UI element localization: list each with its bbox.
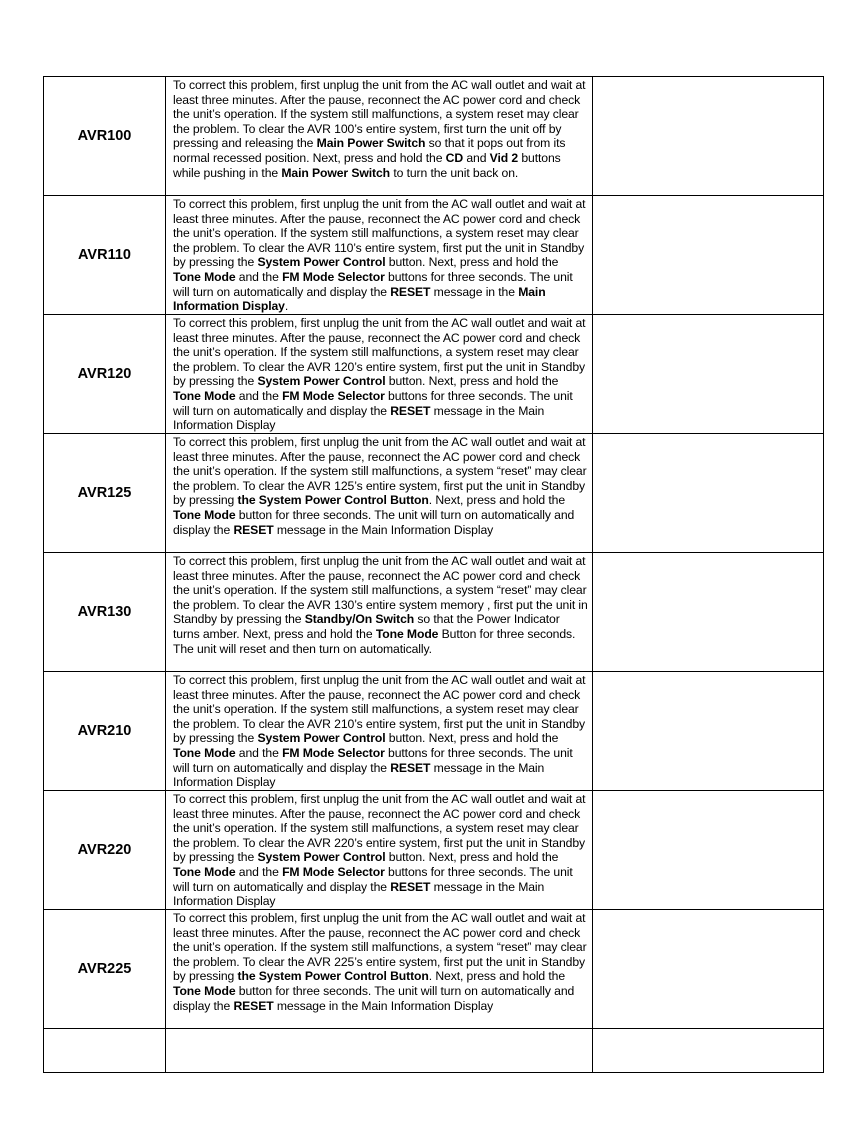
reset-instructions [166,196,593,315]
emphasized-text: CD [445,150,464,165]
text-run: buttons while pushing in the [173,150,561,180]
notes-cell [593,553,824,672]
text-run: button for three seconds. The unit will turn on automatically and display the [173,507,575,537]
emphasized-text: FM Mode Selector [282,745,385,760]
emphasized-text: RESET [390,879,431,894]
notes-cell [593,910,824,1029]
text-run: buttons for three seconds. The unit will turn on automatically and display the [173,745,573,775]
model-name: AVR225 [44,910,166,1029]
emphasized-text: Standby/On Switch [304,612,415,627]
table-body [44,77,824,1073]
notes-cell [593,672,824,791]
text-run: to turn the unit back on. [390,165,519,180]
emphasized-text: Tone Mode [173,864,236,879]
emphasized-text: Tone Mode [173,745,236,760]
model-name: AVR120 [44,315,166,434]
emphasized-text: Main Information Display [173,284,546,314]
table-row [44,434,824,553]
empty-table-row [44,1029,824,1073]
text-run: button. Next, press and hold the [385,731,559,746]
text-run: button. Next, press and hold the [385,374,559,389]
text-run: . Next, press and hold the [428,493,566,508]
notes-cell [593,77,824,196]
text-run: so that the Power Indicator turns amber. Next, press and hold the [173,612,560,641]
emphasized-text: the System Power Control Button [237,493,429,508]
reset-instructions [166,77,593,196]
emphasized-text: Main Power Switch [316,136,426,151]
text-run: To correct this problem, first unplug the unit from the AC wall outlet and wait at least three minutes. After the pause, reconnect the AC power cord and check the unit’s operation. If the system still malfunctions, a system “reset” may clear the problem. To clear the AVR 125’s entire system, first put the unit in Standby by pressing [173,435,587,508]
text-run: message in the Main Information Display [173,879,545,909]
table-row [44,791,824,910]
reset-instructions [166,910,593,1029]
notes-cell [593,791,824,910]
text-run: . [284,299,289,314]
emphasized-text: RESET [233,522,274,537]
table-row [44,77,824,196]
text-run: message in the Main Information Display [273,522,494,537]
emphasized-text: System Power Control [257,850,386,865]
emphasized-text: the System Power Control Button [237,969,429,984]
text-run: To correct this problem, first unplug the unit from the AC wall outlet and wait at least three minutes. After the pause, reconnect the AC power cord and check the unit’s operation. If the system still malfunctions, a system reset may clear the problem. To clear the AVR 210’s entire system, first put the unit in Standby by pressing the [173,673,586,746]
text-run: and [463,150,490,165]
text-run: button. Next, press and hold the [385,850,559,865]
text-run: To correct this problem, first unplug the unit from the AC wall outlet and wait at least three minutes. After the pause, reconnect the AC power cord and check the unit’s operation. If the system still malfunctions, a system “reset” may clear the problem. To clear the AVR 130’s entire system memory , first put the unit in Standby by pressing the [173,554,588,627]
model-name: AVR125 [44,434,166,553]
text-run: To correct this problem, first unplug the unit from the AC wall outlet and wait at least three minutes. After the pause, reconnect the AC power cord and check the unit’s operation. If the system still malfunctions, a system reset may clear the problem. To clear the AVR 220’s entire system, first put the unit in Standby by pressing the [173,792,586,865]
text-run: message in the [430,284,519,299]
emphasized-text: Main Power Switch [281,165,391,180]
reset-instructions [166,791,593,910]
emphasized-text: System Power Control [257,374,386,389]
notes-cell [593,196,824,315]
emphasized-text: RESET [390,284,431,299]
reset-instructions [166,553,593,672]
empty-cell [593,1029,824,1073]
text-run: Button for three seconds. The unit will reset and then turn on automatically. [173,626,576,656]
emphasized-text: Tone Mode [173,983,236,998]
model-name: AVR210 [44,672,166,791]
text-run: message in the Main Information Display [173,760,545,790]
table-row [44,672,824,791]
reset-procedure-table [43,76,824,1073]
table-row [44,553,824,672]
reset-instructions [166,315,593,434]
emphasized-text: RESET [390,760,431,775]
table-row [44,910,824,1029]
text-run: and the [235,745,283,760]
emphasized-text: FM Mode Selector [282,864,385,879]
text-run: buttons for three seconds. The unit will turn on automatically and display the [173,864,573,894]
text-run: buttons for three seconds. The unit will turn on automatically and display the [173,269,573,299]
empty-cell [166,1029,593,1073]
reset-instructions [166,434,593,553]
model-name: AVR100 [44,77,166,196]
text-run: and the [235,269,283,284]
emphasized-text: Tone Mode [173,388,236,403]
model-name: AVR130 [44,553,166,672]
reset-instructions [166,672,593,791]
text-run: button for three seconds. The unit will turn on automatically and display the [173,983,575,1013]
emphasized-text: Vid 2 [489,150,519,165]
emphasized-text: Tone Mode [173,269,236,284]
text-run: so that it pops out from its normal recessed position. Next, press and hold the [173,136,566,165]
text-run: message in the Main Information Display [173,403,545,433]
emphasized-text: FM Mode Selector [282,269,385,284]
empty-cell [44,1029,166,1073]
text-run: button. Next, press and hold the [385,255,559,270]
text-run: . Next, press and hold the [428,969,566,984]
table-row [44,196,824,315]
notes-cell [593,434,824,553]
text-run: To correct this problem, first unplug the unit from the AC wall outlet and wait at least three minutes. After the pause, reconnect the AC power cord and check the unit’s operation. If the system still malfunctions, a system reset may clear the problem. To clear the AVR 100’s entire system, first turn the unit off by pressing and releasing the [173,78,586,151]
emphasized-text: System Power Control [257,255,386,270]
emphasized-text: Tone Mode [375,626,439,641]
emphasized-text: Tone Mode [173,507,236,522]
model-name: AVR110 [44,196,166,315]
text-run: and the [235,388,283,403]
text-run: To correct this problem, first unplug the unit from the AC wall outlet and wait at least three minutes. After the pause, reconnect the AC power cord and check the unit’s operation. If the system still malfunctions, a system “reset” may clear the problem. To clear the AVR 225’s entire system, first put the unit in Standby by pressing [173,911,587,984]
notes-cell [593,315,824,434]
table-row [44,315,824,434]
text-run: To correct this problem, first unplug the unit from the AC wall outlet and wait at least three minutes. After the pause, reconnect the AC power cord and check the unit’s operation. If the system still malfunctions, a system reset may clear the problem. To clear the AVR 120’s entire system, first put the unit in Standby by pressing the [173,316,586,389]
text-run: message in the Main Information Display [273,998,494,1013]
text-run: To correct this problem, first unplug the unit from the AC wall outlet and wait at least three minutes. After the pause, reconnect the AC power cord and check the unit’s operation. If the system still malfunctions, a system reset may clear the problem. To clear the AVR 110’s entire system, first put the unit in Standby by pressing the [173,197,586,270]
text-run: and the [235,864,283,879]
model-name: AVR220 [44,791,166,910]
emphasized-text: RESET [233,998,274,1013]
text-run: buttons for three seconds. The unit will turn on automatically and display the [173,388,573,418]
emphasized-text: RESET [390,403,431,418]
emphasized-text: FM Mode Selector [282,388,385,403]
emphasized-text: System Power Control [257,731,386,746]
